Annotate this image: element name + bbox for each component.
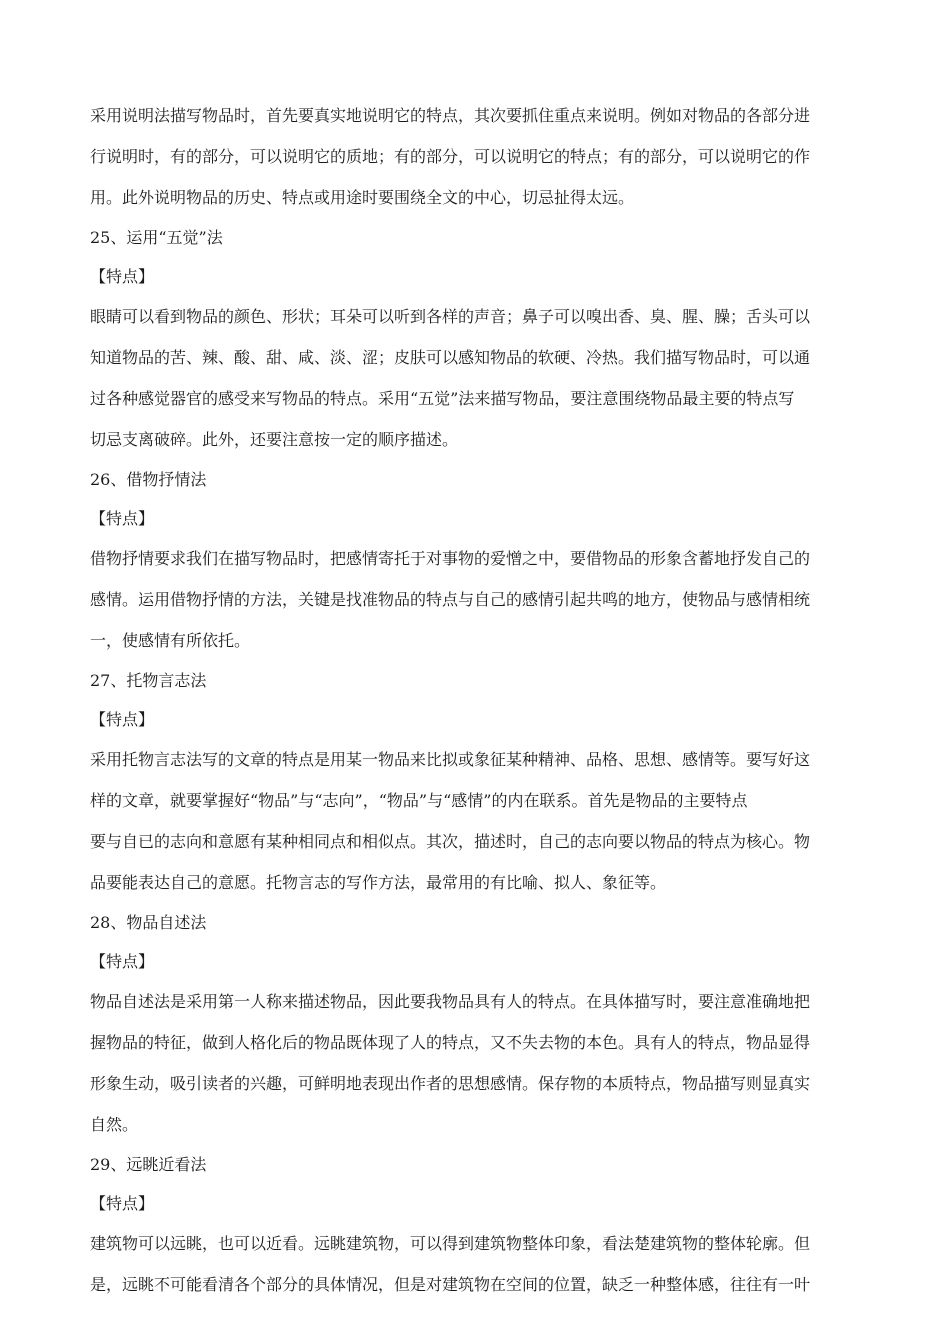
paragraph-line: 样的文章，就要掌握好“物品”与“志向”，“物品”与“感情”的内在联系。首先是物品的主要特点 bbox=[90, 791, 748, 810]
feature-tag: 【特点】 bbox=[90, 509, 155, 528]
feature-tag: 【特点】 bbox=[90, 1194, 155, 1213]
document-page bbox=[90, 95, 864, 1305]
paragraph-line: 一，使感情有所依托。 bbox=[90, 631, 251, 650]
section-heading: 28、物品自述法 bbox=[90, 913, 207, 932]
paragraph-line: 握物品的特征，做到人格化后的物品既体现了人的特点，又不失去物的本色。具有人的特点，物品显得 bbox=[90, 1033, 811, 1052]
paragraph-line: 感情。运用借物抒情的方法，关键是找准物品的特点与自己的感情引起共鸣的地方，使物品与感情相统 bbox=[90, 590, 811, 609]
paragraph bbox=[90, 739, 864, 903]
paragraph-line: 切忌支离破碎。此外，还要注意按一定的顺序描述。 bbox=[90, 430, 459, 449]
paragraph-line: 知道物品的苦、辣、酸、甜、咸、淡、涩；皮肤可以感知物品的软硬、冷热。我们描写物品时，可以通 bbox=[90, 348, 811, 367]
paragraph-line: 品要能表达自己的意愿。托物言志的写作方法，最常用的有比喻、拟人、象征等。 bbox=[90, 873, 667, 892]
feature-tag: 【特点】 bbox=[90, 710, 155, 729]
paragraph-line: 是，远眺不可能看清各个部分的具体情况，但是对建筑物在空间的位置，缺乏一种整体感，往往有一叶 bbox=[90, 1275, 811, 1294]
paragraph-line: 眼睛可以看到物品的颜色、形状；耳朵可以听到各样的声音；鼻子可以嗅出香、臭、腥、臊；舌头可以 bbox=[90, 307, 811, 326]
paragraph-line: 过各种感觉器官的感受来写物品的特点。采用“五觉”法来描写物品，要注意围绕物品最主要的特点写 bbox=[90, 389, 795, 408]
paragraph-line: 借物抒情要求我们在描写物品时，把感情寄托于对事物的爱憎之中，要借物品的形象含蓄地抒发自己的 bbox=[90, 549, 811, 568]
feature-tag: 【特点】 bbox=[90, 952, 155, 971]
paragraph-line: 用。此外说明物品的历史、特点或用途时要围绕全文的中心，切忌扯得太远。 bbox=[90, 188, 635, 207]
paragraph bbox=[90, 981, 864, 1145]
section-heading: 26、借物抒情法 bbox=[90, 470, 207, 489]
paragraph bbox=[90, 1223, 864, 1305]
paragraph-line: 物品自述法是采用第一人称来描述物品，因此要我物品具有人的特点。在具体描写时，要注意准确地把 bbox=[90, 992, 811, 1011]
paragraph-line: 采用托物言志法写的文章的特点是用某一物品来比拟或象征某种精神、品格、思想、感情等。要写好这 bbox=[90, 750, 811, 769]
paragraph bbox=[90, 538, 864, 661]
section-heading: 29、远眺近看法 bbox=[90, 1155, 207, 1174]
paragraph-line: 自然。 bbox=[90, 1115, 139, 1134]
paragraph-line: 行说明时，有的部分，可以说明它的质地；有的部分，可以说明它的特点；有的部分，可以说明它的作 bbox=[90, 147, 811, 166]
paragraph-line: 采用说明法描写物品时，首先要真实地说明它的特点，其次要抓住重点来说明。例如对物品的各部分进 bbox=[90, 106, 811, 125]
paragraph-line: 形象生动，吸引读者的兴趣，可鲜明地表现出作者的思想感情。保存物的本质特点，物品描写则显真实 bbox=[90, 1074, 811, 1093]
feature-tag: 【特点】 bbox=[90, 267, 155, 286]
section-heading: 25、运用“五觉”法 bbox=[90, 228, 223, 247]
paragraph-line: 建筑物可以远眺，也可以近看。远眺建筑物，可以得到建筑物整体印象，看法楚建筑物的整体轮廓。但 bbox=[90, 1234, 811, 1253]
paragraph bbox=[90, 95, 864, 218]
section-heading: 27、托物言志法 bbox=[90, 671, 207, 690]
paragraph-line: 要与自已的志向和意愿有某种相同点和相似点。其次，描述时，自己的志向要以物品的特点为核心。物 bbox=[90, 832, 811, 851]
paragraph bbox=[90, 296, 864, 460]
